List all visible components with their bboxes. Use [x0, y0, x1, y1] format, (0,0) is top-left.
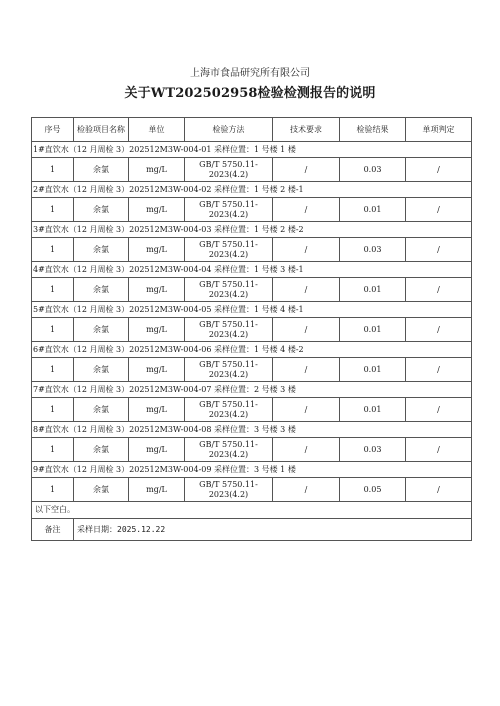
cell-requirement: / — [273, 238, 340, 262]
cell-item: 余氯 — [74, 358, 129, 382]
organization-name: 上海市食品研究所有限公司 — [190, 68, 310, 79]
cell-no: 1 — [32, 318, 74, 342]
report-title: 关于WT202502958检验检测报告的说明 — [124, 86, 376, 101]
cell-item: 余氯 — [74, 318, 129, 342]
cell-item: 余氯 — [74, 398, 129, 422]
sample-group-title: 5#直饮水（12 月周检 3）202512M3W-004-05 采样位置：1 号楼 4 楼-1 — [32, 302, 472, 318]
cell-unit: mg/L — [129, 158, 185, 182]
cell-no: 1 — [32, 278, 74, 302]
header-requirement: 技术要求 — [273, 118, 340, 142]
cell-method — [185, 158, 273, 182]
cell-item: 余氯 — [74, 478, 129, 502]
cell-no: 1 — [32, 158, 74, 182]
cell-result: 0.01 — [340, 318, 406, 342]
method-line-2: 2023(4.2) — [208, 169, 249, 179]
table-row — [32, 318, 472, 342]
results-table-body — [32, 118, 472, 541]
sample-group-row — [32, 382, 472, 398]
cell-judgement: / — [406, 158, 472, 182]
cell-no: 1 — [32, 238, 74, 262]
cell-judgement: / — [406, 198, 472, 222]
table-row — [32, 358, 472, 382]
results-table — [31, 117, 472, 541]
table-row — [32, 238, 472, 262]
sample-group-row — [32, 222, 472, 238]
sample-group-row — [32, 142, 472, 158]
header-no: 序号 — [32, 118, 74, 142]
cell-no: 1 — [32, 478, 74, 502]
cell-requirement: / — [273, 438, 340, 462]
remark-value: 采样日期：2025.12.22 — [74, 519, 472, 541]
cell-requirement: / — [273, 358, 340, 382]
cell-unit: mg/L — [129, 358, 185, 382]
sample-group-title: 7#直饮水（12 月周检 3）202512M3W-004-07 采样位置：2 号楼 3 楼 — [32, 382, 472, 398]
remark-label: 备注 — [32, 519, 74, 541]
table-row — [32, 158, 472, 182]
sample-group-title: 3#直饮水（12 月周检 3）202512M3W-004-03 采样位置：1 号楼 2 楼-2 — [32, 222, 472, 238]
cell-result: 0.01 — [340, 398, 406, 422]
cell-method — [185, 478, 273, 502]
method-line-1: GB/T 5750.11- — [199, 319, 258, 329]
cell-result: 0.03 — [340, 158, 406, 182]
cell-no: 1 — [32, 438, 74, 462]
cell-method — [185, 198, 273, 222]
header-result: 检验结果 — [340, 118, 406, 142]
cell-method — [185, 398, 273, 422]
cell-requirement: / — [273, 398, 340, 422]
cell-method — [185, 278, 273, 302]
cell-requirement: / — [273, 158, 340, 182]
remark-row — [32, 519, 472, 541]
cell-requirement: / — [273, 198, 340, 222]
method-line-2: 2023(4.2) — [208, 449, 249, 459]
cell-requirement: / — [273, 278, 340, 302]
cell-item: 余氯 — [74, 238, 129, 262]
cell-method — [185, 318, 273, 342]
method-line-1: GB/T 5750.11- — [199, 359, 258, 369]
blank-note: 以下空白。 — [32, 502, 472, 519]
method-line-1: GB/T 5750.11- — [199, 199, 258, 209]
header-judgement: 单项判定 — [406, 118, 472, 142]
header-method: 检验方法 — [185, 118, 273, 142]
sample-group-title: 1#直饮水（12 月周检 3）202512M3W-004-01 采样位置：1 号楼 1 楼 — [32, 142, 472, 158]
method-line-2: 2023(4.2) — [208, 329, 249, 339]
cell-item: 余氯 — [74, 158, 129, 182]
sample-group-row — [32, 422, 472, 438]
method-line-2: 2023(4.2) — [208, 369, 249, 379]
method-line-1: GB/T 5750.11- — [199, 439, 258, 449]
cell-unit: mg/L — [129, 478, 185, 502]
cell-unit: mg/L — [129, 278, 185, 302]
blank-note-row — [32, 502, 472, 519]
cell-method — [185, 238, 273, 262]
sample-group-title: 8#直饮水（12 月周检 3）202512M3W-004-08 采样位置：3 号楼 3 楼 — [32, 422, 472, 438]
method-line-1: GB/T 5750.11- — [199, 399, 258, 409]
cell-unit: mg/L — [129, 198, 185, 222]
cell-result: 0.01 — [340, 358, 406, 382]
header-item: 检验项目名称 — [74, 118, 129, 142]
method-line-2: 2023(4.2) — [208, 489, 249, 499]
cell-method — [185, 358, 273, 382]
cell-judgement: / — [406, 358, 472, 382]
table-row — [32, 478, 472, 502]
cell-unit: mg/L — [129, 438, 185, 462]
table-header-row — [32, 118, 472, 142]
sample-group-title: 6#直饮水（12 月周检 3）202512M3W-004-06 采样位置：1 号楼 4 楼-2 — [32, 342, 472, 358]
cell-no: 1 — [32, 358, 74, 382]
method-line-2: 2023(4.2) — [208, 409, 249, 419]
method-line-2: 2023(4.2) — [208, 209, 249, 219]
sample-group-title: 4#直饮水（12 月周检 3）202512M3W-004-04 采样位置：1 号楼 3 楼-1 — [32, 262, 472, 278]
table-row — [32, 398, 472, 422]
cell-unit: mg/L — [129, 318, 185, 342]
method-line-1: GB/T 5750.11- — [199, 239, 258, 249]
method-line-1: GB/T 5750.11- — [199, 159, 258, 169]
sample-group-row — [32, 262, 472, 278]
sample-group-title: 9#直饮水（12 月周检 3）202512M3W-004-09 采样位置：3 号楼 1 楼 — [32, 462, 472, 478]
cell-result: 0.03 — [340, 238, 406, 262]
sample-group-row — [32, 342, 472, 358]
table-row — [32, 438, 472, 462]
cell-unit: mg/L — [129, 398, 185, 422]
cell-judgement: / — [406, 478, 472, 502]
cell-judgement: / — [406, 278, 472, 302]
method-line-2: 2023(4.2) — [208, 289, 249, 299]
method-line-1: GB/T 5750.11- — [199, 479, 258, 489]
cell-requirement: / — [273, 318, 340, 342]
cell-judgement: / — [406, 238, 472, 262]
table-row — [32, 198, 472, 222]
cell-judgement: / — [406, 318, 472, 342]
cell-no: 1 — [32, 398, 74, 422]
cell-result: 0.01 — [340, 198, 406, 222]
cell-unit: mg/L — [129, 238, 185, 262]
cell-judgement: / — [406, 398, 472, 422]
sample-group-row — [32, 182, 472, 198]
method-line-2: 2023(4.2) — [208, 249, 249, 259]
cell-result: 0.05 — [340, 478, 406, 502]
table-row — [32, 278, 472, 302]
cell-result: 0.01 — [340, 278, 406, 302]
cell-no: 1 — [32, 198, 74, 222]
cell-method — [185, 438, 273, 462]
cell-item: 余氯 — [74, 198, 129, 222]
method-line-1: GB/T 5750.11- — [199, 279, 258, 289]
sample-group-row — [32, 462, 472, 478]
cell-judgement: / — [406, 438, 472, 462]
cell-requirement: / — [273, 478, 340, 502]
sample-group-title: 2#直饮水（12 月周检 3）202512M3W-004-02 采样位置：1 号楼 2 楼-1 — [32, 182, 472, 198]
sample-group-row — [32, 302, 472, 318]
cell-item: 余氯 — [74, 278, 129, 302]
header-unit: 单位 — [129, 118, 185, 142]
cell-item: 余氯 — [74, 438, 129, 462]
cell-result: 0.03 — [340, 438, 406, 462]
